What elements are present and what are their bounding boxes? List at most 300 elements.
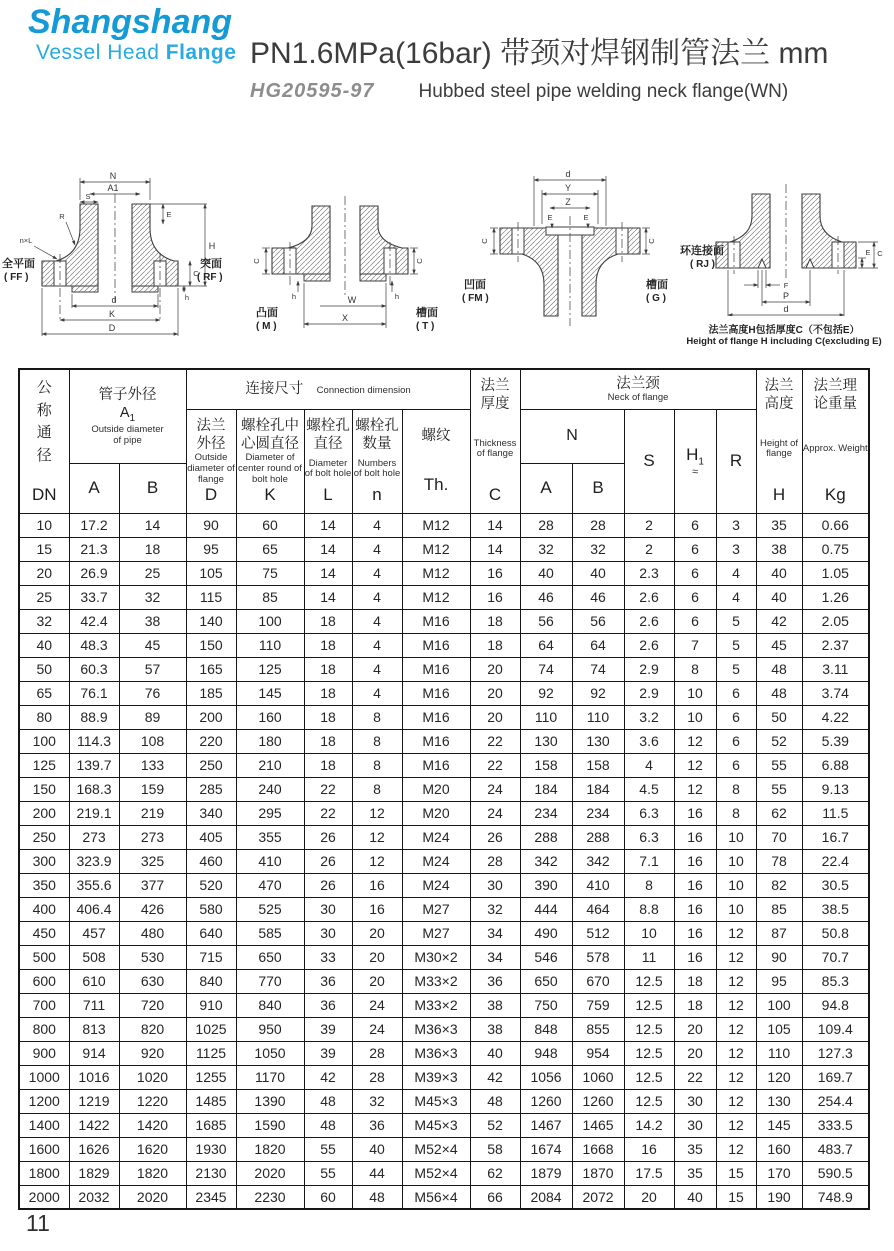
table-row (19, 729, 869, 753)
table-row (19, 801, 869, 825)
cell: 33 (304, 945, 352, 969)
cell: 770 (236, 969, 304, 993)
cell: 1260 (572, 1089, 624, 1113)
cell: 720 (119, 993, 186, 1017)
cell: 18 (304, 681, 352, 705)
dim-label-R: R (59, 212, 65, 221)
cell: 1.05 (802, 561, 869, 585)
technical-drawings (0, 166, 894, 349)
cell: 20 (352, 969, 402, 993)
cell: M20 (402, 777, 470, 801)
cell: 18 (304, 609, 352, 633)
cell: 650 (520, 969, 572, 993)
cell: 30 (304, 897, 352, 921)
cell: 38.5 (802, 897, 869, 921)
cell: 33.7 (69, 585, 119, 609)
cell: 16 (352, 897, 402, 921)
cell: 8 (624, 873, 674, 897)
cell: 1626 (69, 1137, 119, 1161)
cell: 14 (304, 513, 352, 537)
cell: 12 (716, 993, 756, 1017)
table-row (19, 753, 869, 777)
cell: 130 (756, 1089, 802, 1113)
table-row (19, 897, 869, 921)
cell: 6 (674, 609, 716, 633)
cell: 2072 (572, 1185, 624, 1209)
cell: 444 (520, 897, 572, 921)
title-block (250, 28, 892, 103)
cell: 34 (470, 921, 520, 945)
cell: 848 (520, 1017, 572, 1041)
cell: M16 (402, 681, 470, 705)
cell: 12.5 (624, 1065, 674, 1089)
cell: 2130 (186, 1161, 236, 1185)
cell: 18 (470, 633, 520, 657)
cell: 140 (186, 609, 236, 633)
cell: 219.1 (69, 801, 119, 825)
flange-drawing-3 (460, 166, 680, 344)
cell: M33×2 (402, 969, 470, 993)
cell: 954 (572, 1041, 624, 1065)
page-number: 11 (26, 1210, 50, 1236)
cell: 1879 (520, 1161, 572, 1185)
cell: M12 (402, 585, 470, 609)
cell: 130 (572, 729, 624, 753)
cell: 2.37 (802, 633, 869, 657)
cell: 22 (470, 729, 520, 753)
cell: 1260 (520, 1089, 572, 1113)
cell: M27 (402, 897, 470, 921)
col-header-weight: 法兰理论重量 Approx. Weight Kg (802, 369, 869, 513)
face-label-fm-cn: 凹面 (464, 279, 486, 291)
cell: 3.74 (802, 681, 869, 705)
cell: 39 (304, 1041, 352, 1065)
cell: 4 (352, 513, 402, 537)
cell: 17.2 (69, 513, 119, 537)
cell: 1600 (19, 1137, 69, 1161)
cell: 464 (572, 897, 624, 921)
cell: 920 (119, 1041, 186, 1065)
cell: 457 (69, 921, 119, 945)
cell: 40 (572, 561, 624, 585)
cell: 22 (674, 1065, 716, 1089)
cell: 578 (572, 945, 624, 969)
cell: 273 (69, 825, 119, 849)
table-row (19, 537, 869, 561)
cell: M16 (402, 633, 470, 657)
cell: 1170 (236, 1065, 304, 1089)
face-label-ff-cn: 全平面 (2, 258, 35, 270)
cell: 8 (352, 729, 402, 753)
cell: 26 (304, 825, 352, 849)
cell: 350 (19, 873, 69, 897)
cell: 12 (716, 945, 756, 969)
cell: 11 (624, 945, 674, 969)
dim-label-F: F (783, 281, 789, 290)
col-header-l: 螺栓孔直径 Diameter of bolt hole L (304, 409, 352, 513)
cell: 8 (716, 777, 756, 801)
cell: 90 (756, 945, 802, 969)
cell: 110 (572, 705, 624, 729)
drawing-m-t (230, 166, 460, 349)
cell: 1674 (520, 1137, 572, 1161)
cell: 64 (520, 633, 572, 657)
cell: 855 (572, 1017, 624, 1041)
cell: 66 (470, 1185, 520, 1209)
cell: 46 (572, 585, 624, 609)
cell: 10 (674, 681, 716, 705)
cell: 1829 (69, 1161, 119, 1185)
cell: 108 (119, 729, 186, 753)
cell: 12 (716, 1137, 756, 1161)
cell: 18 (304, 705, 352, 729)
table-row (19, 1065, 869, 1089)
cell: 10 (716, 873, 756, 897)
dim-label-K: K (108, 309, 116, 319)
cell: 190 (756, 1185, 802, 1209)
cell: 60.3 (69, 657, 119, 681)
cell: 32 (119, 585, 186, 609)
cell: 7.1 (624, 849, 674, 873)
table-row (19, 849, 869, 873)
cell: 55 (756, 753, 802, 777)
cell: 273 (119, 825, 186, 849)
cell: 58 (470, 1137, 520, 1161)
dim-label-W: W (347, 295, 357, 305)
col-header-h1: $H_1$ ≈ (674, 409, 716, 513)
cell: 12.5 (624, 1089, 674, 1113)
cell: 1820 (236, 1137, 304, 1161)
face-label-ff-en: ( FF ) (4, 272, 29, 283)
cell: M20 (402, 801, 470, 825)
cell: 40 (674, 1185, 716, 1209)
cell: 94.8 (802, 993, 869, 1017)
cell: 12.5 (624, 993, 674, 1017)
cell: 40 (470, 1041, 520, 1065)
cell: 520 (186, 873, 236, 897)
table-row (19, 1185, 869, 1209)
face-label-g-en: ( G ) (646, 293, 666, 304)
cell: 406.4 (69, 897, 119, 921)
dim-label-H: H (208, 241, 216, 251)
cell: 92 (520, 681, 572, 705)
cell: 1390 (236, 1089, 304, 1113)
cell: M16 (402, 729, 470, 753)
col-header-thickness: 法兰厚度 Thickness of flange C (470, 369, 520, 513)
dim-label-d: d (111, 295, 117, 305)
cell: 85.3 (802, 969, 869, 993)
cell: 4 (352, 633, 402, 657)
cell: 250 (186, 753, 236, 777)
cell: 470 (236, 873, 304, 897)
cell: 145 (236, 681, 304, 705)
cell: 1220 (119, 1089, 186, 1113)
cell: 16 (352, 873, 402, 897)
cell: 6.88 (802, 753, 869, 777)
cell: 220 (186, 729, 236, 753)
cell: 800 (19, 1017, 69, 1041)
cell: 1020 (119, 1065, 186, 1089)
cell: 30 (304, 921, 352, 945)
cell: 8 (716, 801, 756, 825)
cell: 52 (756, 729, 802, 753)
cell: 15 (19, 537, 69, 561)
cell: 18 (674, 993, 716, 1017)
cell: 40 (756, 585, 802, 609)
cell: 4.5 (624, 777, 674, 801)
cell: 21.3 (69, 537, 119, 561)
cell: 2.9 (624, 657, 674, 681)
flange-section (272, 196, 408, 296)
cell: M24 (402, 873, 470, 897)
cell: 36 (304, 993, 352, 1017)
cell: 62 (756, 801, 802, 825)
cell: 30.5 (802, 873, 869, 897)
cell: 17.5 (624, 1161, 674, 1185)
cell: 26 (304, 873, 352, 897)
cell: M36×3 (402, 1017, 470, 1041)
cell: 490 (520, 921, 572, 945)
cell: 377 (119, 873, 186, 897)
cell: 20 (470, 681, 520, 705)
cell: 2.05 (802, 609, 869, 633)
cell: 56 (520, 609, 572, 633)
face-label-rj-en: ( RJ ) (690, 259, 715, 270)
col-header-b: B (119, 463, 186, 513)
cell: M16 (402, 657, 470, 681)
cell: M45×3 (402, 1089, 470, 1113)
cell: 1870 (572, 1161, 624, 1185)
cell: 75 (236, 561, 304, 585)
cell: 100 (236, 609, 304, 633)
cell: M52×4 (402, 1161, 470, 1185)
cell: 90 (186, 513, 236, 537)
dim-label-S: S (85, 192, 91, 201)
cell: 20 (470, 657, 520, 681)
cell: 48 (756, 681, 802, 705)
cell: 1050 (236, 1041, 304, 1065)
cell: 1422 (69, 1113, 119, 1137)
table-row (19, 1161, 869, 1185)
cell: 125 (19, 753, 69, 777)
drawing-caption (664, 321, 894, 347)
cell: 16 (674, 801, 716, 825)
cell: 55 (304, 1161, 352, 1185)
cell: 585 (236, 921, 304, 945)
cell: 2.9 (624, 681, 674, 705)
cell: 2345 (186, 1185, 236, 1209)
face-label-g-cn: 槽面 (646, 279, 668, 291)
table-row (19, 657, 869, 681)
table-row (19, 1089, 869, 1113)
cell: 3 (716, 513, 756, 537)
cell: 1255 (186, 1065, 236, 1089)
cell: 355.6 (69, 873, 119, 897)
cell: 12 (674, 729, 716, 753)
table-body (19, 513, 869, 1209)
cell: 234 (572, 801, 624, 825)
cell: 115 (186, 585, 236, 609)
drawing-fm-g (460, 166, 680, 349)
cell: 110 (756, 1041, 802, 1065)
cell: 20 (470, 705, 520, 729)
cell: 4 (716, 585, 756, 609)
cell: 2032 (69, 1185, 119, 1209)
cell: 11.5 (802, 801, 869, 825)
cell: 3 (716, 537, 756, 561)
cell: 1400 (19, 1113, 69, 1137)
cell: 110 (236, 633, 304, 657)
cell: 14 (470, 537, 520, 561)
cell: 168.3 (69, 777, 119, 801)
cell: 0.66 (802, 513, 869, 537)
cell: 16 (470, 561, 520, 585)
cell: 30 (470, 873, 520, 897)
cell: 840 (236, 993, 304, 1017)
table-row (19, 705, 869, 729)
cell: 6 (674, 585, 716, 609)
cell: 1590 (236, 1113, 304, 1137)
cell: 95 (756, 969, 802, 993)
cell: 4 (352, 585, 402, 609)
cell: 1685 (186, 1113, 236, 1137)
cell: 16 (674, 897, 716, 921)
cell: 410 (572, 873, 624, 897)
cell: 88.9 (69, 705, 119, 729)
cell: 450 (19, 921, 69, 945)
dim-label-d: d (565, 169, 571, 179)
cell: 4 (624, 753, 674, 777)
col-header-neck-b: B (572, 463, 624, 513)
cell: 333.5 (802, 1113, 869, 1137)
cell: 525 (236, 897, 304, 921)
flange-drawing-1 (0, 166, 230, 344)
cell: 95 (186, 537, 236, 561)
cell: M16 (402, 753, 470, 777)
cell: M16 (402, 705, 470, 729)
standard-number: HG20595-97 (250, 80, 375, 102)
face-label-fm-en: ( FM ) (462, 293, 489, 304)
cell: 55 (756, 777, 802, 801)
cell: M56×4 (402, 1185, 470, 1209)
cell: 10 (624, 921, 674, 945)
cell: 16 (674, 945, 716, 969)
cell: 42 (304, 1065, 352, 1089)
cell: 1000 (19, 1065, 69, 1089)
col-header-a: A (69, 463, 119, 513)
cell: 4.22 (802, 705, 869, 729)
face-label-t-cn: 槽面 (416, 307, 438, 319)
cell: M24 (402, 825, 470, 849)
cell: 750 (520, 993, 572, 1017)
cell: 910 (186, 993, 236, 1017)
cell: 8 (352, 705, 402, 729)
cell: 26 (470, 825, 520, 849)
cell: 2020 (119, 1185, 186, 1209)
table-row (19, 1113, 869, 1137)
cell: 45 (119, 633, 186, 657)
cell: 715 (186, 945, 236, 969)
cell: 38 (470, 1017, 520, 1041)
face-label-t-en: ( T ) (416, 321, 435, 332)
cell: 20 (352, 945, 402, 969)
cell: 22 (304, 801, 352, 825)
cell: 16 (674, 921, 716, 945)
cell: 405 (186, 825, 236, 849)
cell: 24 (470, 801, 520, 825)
face-label-m-cn: 凸面 (256, 307, 278, 319)
table-row (19, 513, 869, 537)
face-label-m-en: ( M ) (256, 321, 277, 332)
cell: 2 (624, 513, 674, 537)
cell: 8 (674, 657, 716, 681)
cell: 130 (520, 729, 572, 753)
cell: 114.3 (69, 729, 119, 753)
cell: 127.3 (802, 1041, 869, 1065)
dim-label-h: h (184, 293, 190, 302)
cell: 16 (470, 585, 520, 609)
cell: 12.5 (624, 1017, 674, 1041)
cell: M30×2 (402, 945, 470, 969)
cell: 48 (304, 1089, 352, 1113)
cell: 60 (236, 513, 304, 537)
cell: 26 (304, 849, 352, 873)
table-row (19, 993, 869, 1017)
cell: 150 (186, 633, 236, 657)
cell: 44 (352, 1161, 402, 1185)
cell: 42 (470, 1065, 520, 1089)
cell: 1016 (69, 1065, 119, 1089)
cell: 38 (119, 609, 186, 633)
cell: 500 (19, 945, 69, 969)
cell: 1125 (186, 1041, 236, 1065)
cell: 342 (520, 849, 572, 873)
cell: 26.9 (69, 561, 119, 585)
cell: 600 (19, 969, 69, 993)
table-row (19, 825, 869, 849)
cell: 184 (572, 777, 624, 801)
cell: 85 (236, 585, 304, 609)
flange-drawing-2 (230, 166, 460, 344)
logo-line2: Vessel Head Flange (36, 41, 237, 65)
cell: 18 (304, 753, 352, 777)
cell: 16 (674, 873, 716, 897)
cell: 50 (756, 705, 802, 729)
table-row (19, 873, 869, 897)
table-row (19, 585, 869, 609)
cell: M39×3 (402, 1065, 470, 1089)
cell: 480 (119, 921, 186, 945)
cell: 45 (756, 633, 802, 657)
face-label-rj-cn: 环连接面 (680, 245, 724, 257)
cell: 25 (19, 585, 69, 609)
cell: 28 (352, 1065, 402, 1089)
cell: 3.2 (624, 705, 674, 729)
cell: 35 (756, 513, 802, 537)
cell: 12 (716, 1065, 756, 1089)
cell: 254.4 (802, 1089, 869, 1113)
cell: 36 (470, 969, 520, 993)
dim-label-C: C (193, 269, 199, 278)
cell: 2084 (520, 1185, 572, 1209)
cell: M24 (402, 849, 470, 873)
cell: 40 (756, 561, 802, 585)
cell: 42.4 (69, 609, 119, 633)
table-header (19, 369, 869, 513)
cell: 24 (352, 993, 402, 1017)
cell: 580 (186, 897, 236, 921)
cell: 32 (19, 609, 69, 633)
